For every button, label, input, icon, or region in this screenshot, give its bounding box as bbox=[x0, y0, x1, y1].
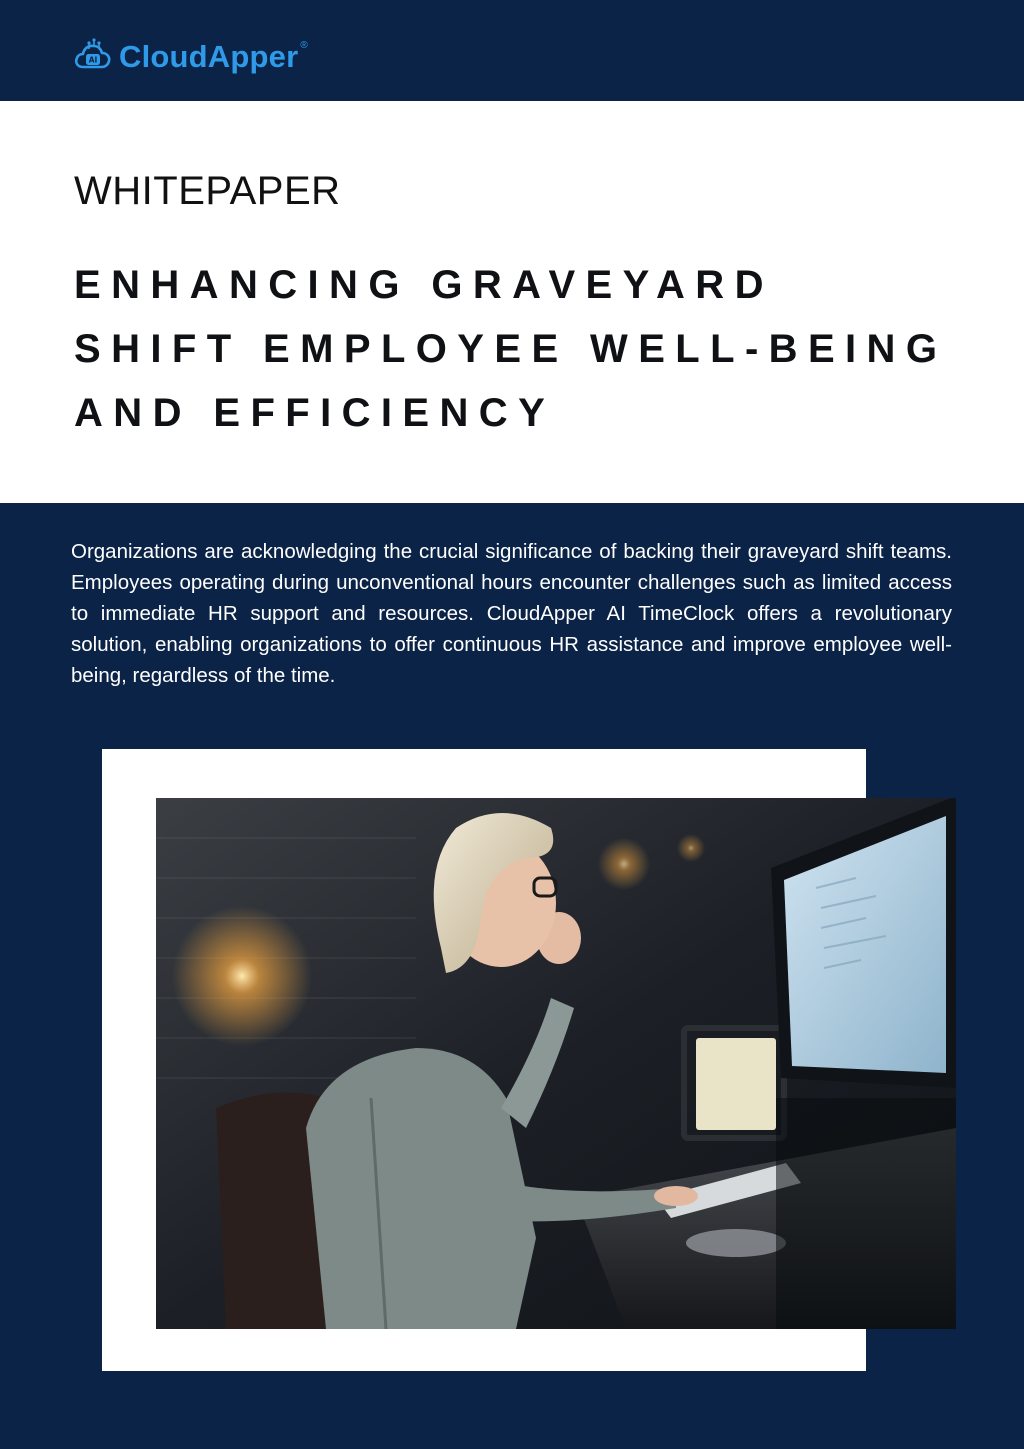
cloud-ai-icon bbox=[73, 36, 113, 76]
page-title bbox=[74, 253, 994, 445]
title-line-1: ENHANCING GRAVEYARD bbox=[74, 263, 774, 307]
brand-name: CloudApper bbox=[119, 38, 299, 74]
night-shift-worker-photo bbox=[156, 798, 956, 1329]
title-line-2: SHIFT EMPLOYEE WELL-BEING bbox=[74, 327, 948, 371]
registered-mark: ® bbox=[300, 40, 308, 51]
document-type-label: WHITEPAPER bbox=[74, 169, 341, 213]
svg-text:AI: AI bbox=[88, 55, 98, 65]
brand-logo[interactable] bbox=[73, 32, 308, 80]
header-bar bbox=[0, 0, 1024, 101]
title-line-3: AND EFFICIENCY bbox=[74, 391, 556, 435]
intro-paragraph: Organizations are acknowledging the crucial significance of backing their graveyard shift teams. Employees operating during unconventional hours encounter challenges such as limited access to immediate HR support and resources. CloudApper AI TimeClock offers a revolutionary solution, enabling organizations to offer continuous HR assistance and improve employee well-being, regardless of the time. bbox=[71, 540, 952, 687]
